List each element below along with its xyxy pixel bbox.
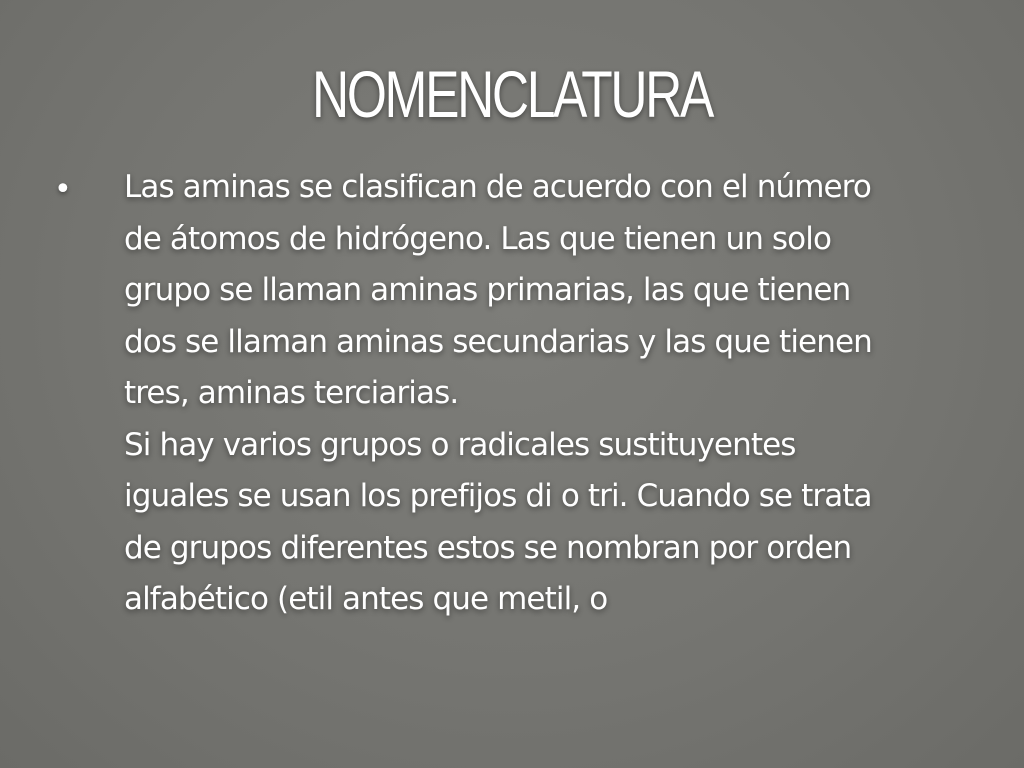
bullet-text: [124, 162, 884, 626]
paragraph-classification: Las aminas se clasifican de acuerdo con el número de átomos de hidrógeno. Las que tienen un solo grupo se llaman aminas primarias, las que tienen dos se llaman aminas secundarias y las que tienen tres, aminas terciarias.: [124, 169, 872, 411]
slide-title: NOMENCLATURA: [311, 57, 712, 131]
paragraph-prefixes: Si hay varios grupos o radicales sustituyentes iguales se usan los prefijos di o tri. Cuando se trata de grupos diferentes estos se nombran por orden alfabético (etil antes que metil, o: [124, 426, 872, 617]
bullet-marker: •: [54, 172, 72, 207]
